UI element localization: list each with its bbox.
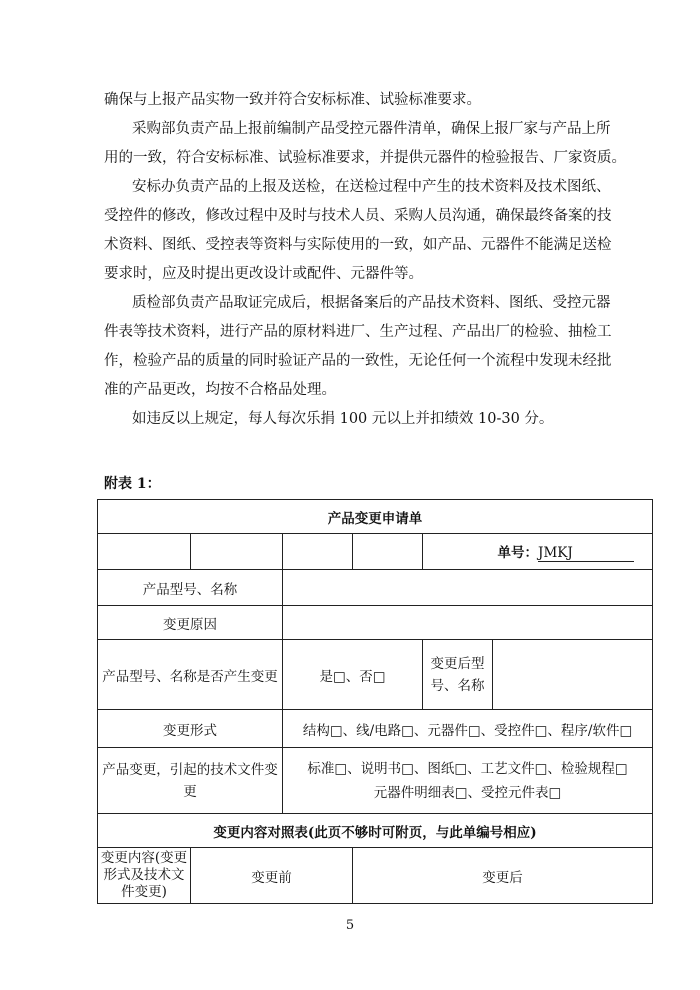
- paragraph-line: 要求时，应及时提出更改设计或配件、元器件等。: [104, 266, 423, 282]
- paragraph-5: [104, 405, 604, 434]
- model-after-label: 变更后型号、名称: [423, 640, 493, 710]
- docs-change-label: 产品变更，引起的技术文件变更: [98, 748, 283, 814]
- change-form-label: 变更形式: [98, 710, 283, 748]
- paragraph-line: 件表等技术资料，进行产品的原材料进厂、生产过程、产品出厂的检验、抽检工: [104, 324, 612, 340]
- paragraph-line: 作，检验产品的质量的同时验证产品的一致性，无论任何一个流程中发现未经批: [104, 353, 612, 369]
- form-cell-blank[interactable]: [191, 534, 283, 570]
- compare-col-content: 变更内容(变更形式及技术文件变更): [98, 848, 191, 904]
- page-number: 5: [345, 918, 355, 933]
- reason-label: 变更原因: [98, 606, 283, 640]
- annex-title: 附表 1：: [104, 476, 161, 492]
- docs-change-options[interactable]: [283, 748, 653, 814]
- order-number-field[interactable]: JMKJ: [538, 545, 634, 562]
- model-after-value-cell[interactable]: [493, 640, 653, 710]
- paragraph-line: 确保与上报产品实物一致并符合安标标准、试验标准要求。: [104, 92, 481, 108]
- paragraph-line: 质检部负责产品取证完成后，根据备案后的产品技术资料、图纸、受控元器: [132, 295, 611, 311]
- form-cell-blank[interactable]: [98, 534, 191, 570]
- paragraph-2: [104, 115, 626, 173]
- model-label: 产品型号、名称: [98, 570, 283, 606]
- paragraph-1: [104, 86, 604, 115]
- compare-col-after: 变更后: [353, 848, 653, 904]
- compare-table-title: 变更内容对照表(此页不够时可附页，与此单编号相应): [98, 814, 653, 848]
- paragraph-line: 采购部负责产品上报前编制产品受控元器件清单，确保上报厂家与产品上所: [132, 121, 611, 137]
- paragraph-line: 用的一致，符合安标标准、试验标准要求，并提供元器件的检验报告、厂家资质。: [104, 150, 626, 166]
- model-value-cell[interactable]: [283, 570, 653, 606]
- paragraph-line: 安标办负责产品的上报及送检，在送检过程中产生的技术资料及技术图纸、: [132, 179, 611, 195]
- change-request-form: [97, 499, 653, 904]
- compare-col-before: 变更前: [191, 848, 353, 904]
- paragraph-line: 如违反以上规定，每人每次乐捐 100 元以上并扣绩效 10-30 分。: [132, 411, 554, 427]
- paragraph-line: 准的产品更改，均按不合格品处理。: [104, 382, 336, 398]
- paragraph-3: [104, 173, 612, 289]
- form-cell-blank[interactable]: [353, 534, 423, 570]
- reason-value-cell[interactable]: [283, 606, 653, 640]
- form-cell-blank[interactable]: [283, 534, 353, 570]
- form-title: 产品变更申请单: [98, 500, 653, 534]
- paragraph-4: [104, 289, 612, 405]
- order-number: [423, 534, 653, 570]
- paragraph-line: 术资料、图纸、受控表等资料与实际使用的一致，如产品、元器件不能满足送检: [104, 237, 612, 253]
- docs-options-line-1: 标准□、说明书□、图纸□、工艺文件□、检验规程□: [307, 760, 628, 777]
- paragraph-line: 受控件的修改，修改过程中及时与技术人员、采购人员沟通，确保最终备案的技: [104, 208, 612, 224]
- order-number-label: 单号：: [497, 545, 539, 561]
- model-change-options[interactable]: 是□、否□: [283, 640, 423, 710]
- model-change-label: 产品型号、名称是否产生变更: [98, 640, 283, 710]
- change-form-options[interactable]: 结构□、线/电路□、元器件□、受控件□、程序/软件□: [283, 710, 653, 748]
- docs-options-line-2: 元器件明细表□、受控元件表□: [373, 784, 562, 801]
